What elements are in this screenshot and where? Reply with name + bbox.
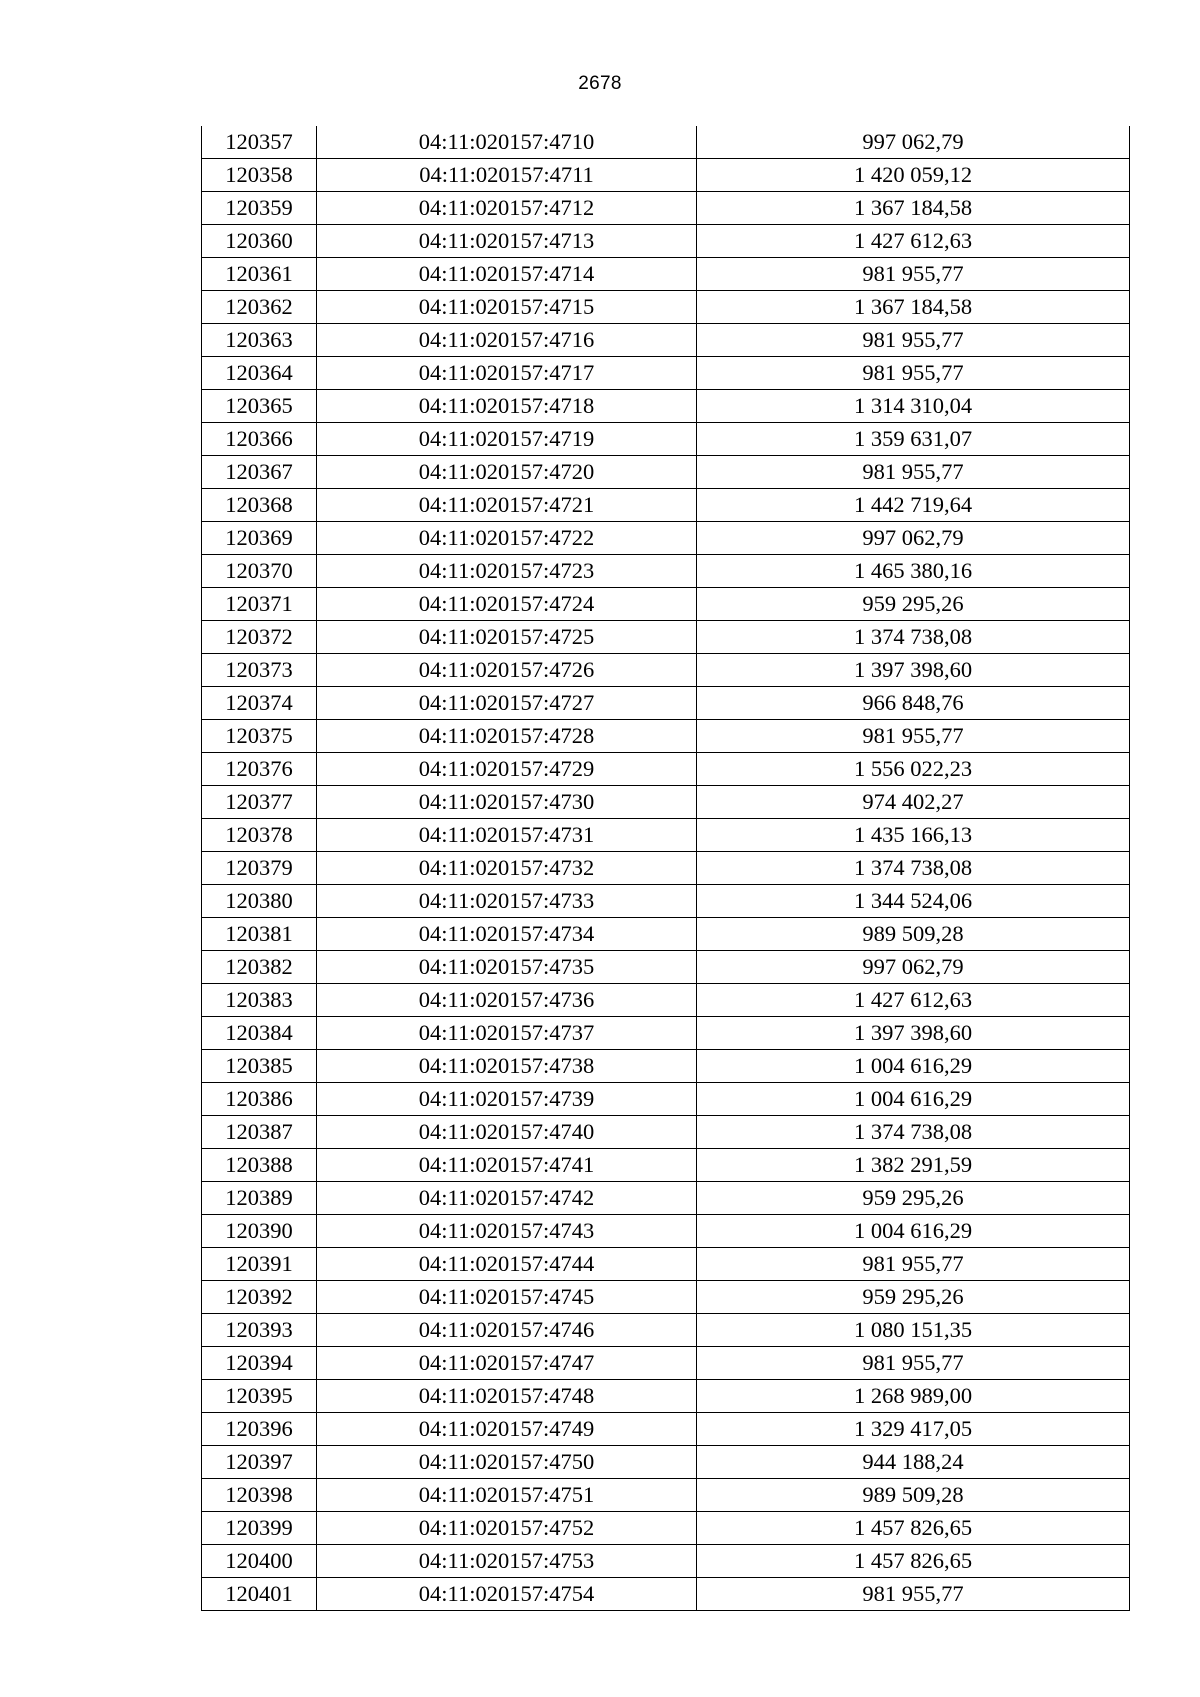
cadastral-number-cell: 04:11:020157:4754 xyxy=(317,1578,697,1611)
table-row xyxy=(202,852,1130,885)
row-number-cell: 120399 xyxy=(202,1512,317,1545)
cadastral-value-cell: 1 427 612,63 xyxy=(697,984,1130,1017)
cadastral-number-cell: 04:11:020157:4743 xyxy=(317,1215,697,1248)
cadastral-value-cell: 997 062,79 xyxy=(697,522,1130,555)
row-number-cell: 120362 xyxy=(202,291,317,324)
row-number-cell: 120397 xyxy=(202,1446,317,1479)
cadastral-number-cell: 04:11:020157:4741 xyxy=(317,1149,697,1182)
cadastral-number-cell: 04:11:020157:4750 xyxy=(317,1446,697,1479)
cadastral-number-cell: 04:11:020157:4739 xyxy=(317,1083,697,1116)
row-number-cell: 120382 xyxy=(202,951,317,984)
cadastral-number-cell: 04:11:020157:4712 xyxy=(317,192,697,225)
cadastral-value-cell: 1 080 151,35 xyxy=(697,1314,1130,1347)
cadastral-value-cell: 989 509,28 xyxy=(697,1479,1130,1512)
row-number-cell: 120394 xyxy=(202,1347,317,1380)
row-number-cell: 120400 xyxy=(202,1545,317,1578)
cadastral-value-cell: 1 457 826,65 xyxy=(697,1512,1130,1545)
cadastral-value-cell: 1 457 826,65 xyxy=(697,1545,1130,1578)
row-number-cell: 120391 xyxy=(202,1248,317,1281)
page-number: 2678 xyxy=(578,73,622,94)
table-row xyxy=(202,1017,1130,1050)
cadastral-value-cell: 1 004 616,29 xyxy=(697,1215,1130,1248)
table-row xyxy=(202,423,1130,456)
row-number-cell: 120401 xyxy=(202,1578,317,1611)
table-row xyxy=(202,357,1130,390)
cadastral-number-cell: 04:11:020157:4713 xyxy=(317,225,697,258)
row-number-cell: 120377 xyxy=(202,786,317,819)
row-number-cell: 120398 xyxy=(202,1479,317,1512)
cadastral-number-cell: 04:11:020157:4714 xyxy=(317,258,697,291)
row-number-cell: 120387 xyxy=(202,1116,317,1149)
cadastral-value-cell: 997 062,79 xyxy=(697,126,1130,159)
cadastral-value-cell: 966 848,76 xyxy=(697,687,1130,720)
row-number-cell: 120389 xyxy=(202,1182,317,1215)
table-row xyxy=(202,951,1130,984)
table-row xyxy=(202,1545,1130,1578)
table-row xyxy=(202,720,1130,753)
cadastral-number-cell: 04:11:020157:4719 xyxy=(317,423,697,456)
cadastral-value-cell: 1 268 989,00 xyxy=(697,1380,1130,1413)
table-row xyxy=(202,258,1130,291)
cadastral-number-cell: 04:11:020157:4735 xyxy=(317,951,697,984)
row-number-cell: 120376 xyxy=(202,753,317,786)
cadastral-value-cell: 1 367 184,58 xyxy=(697,192,1130,225)
cadastral-number-cell: 04:11:020157:4737 xyxy=(317,1017,697,1050)
cadastral-value-cell: 1 314 310,04 xyxy=(697,390,1130,423)
cadastral-number-cell: 04:11:020157:4746 xyxy=(317,1314,697,1347)
row-number-cell: 120379 xyxy=(202,852,317,885)
cadastral-number-cell: 04:11:020157:4733 xyxy=(317,885,697,918)
row-number-cell: 120363 xyxy=(202,324,317,357)
table-row xyxy=(202,456,1130,489)
cadastral-number-cell: 04:11:020157:4738 xyxy=(317,1050,697,1083)
row-number-cell: 120373 xyxy=(202,654,317,687)
table-row xyxy=(202,225,1130,258)
table-row xyxy=(202,522,1130,555)
table-row xyxy=(202,1281,1130,1314)
table-row xyxy=(202,489,1130,522)
table-row xyxy=(202,753,1130,786)
row-number-cell: 120365 xyxy=(202,390,317,423)
cadastral-number-cell: 04:11:020157:4716 xyxy=(317,324,697,357)
cadastral-number-cell: 04:11:020157:4727 xyxy=(317,687,697,720)
table-row xyxy=(202,1050,1130,1083)
cadastral-value-cell: 981 955,77 xyxy=(697,1347,1130,1380)
cadastral-number-cell: 04:11:020157:4723 xyxy=(317,555,697,588)
table-row xyxy=(202,819,1130,852)
cadastral-value-cell: 1 397 398,60 xyxy=(697,1017,1130,1050)
cadastral-number-cell: 04:11:020157:4715 xyxy=(317,291,697,324)
cadastral-value-cell: 981 955,77 xyxy=(697,1248,1130,1281)
row-number-cell: 120388 xyxy=(202,1149,317,1182)
table-row xyxy=(202,1116,1130,1149)
row-number-cell: 120380 xyxy=(202,885,317,918)
row-number-cell: 120364 xyxy=(202,357,317,390)
row-number-cell: 120374 xyxy=(202,687,317,720)
cadastral-number-cell: 04:11:020157:4730 xyxy=(317,786,697,819)
row-number-cell: 120383 xyxy=(202,984,317,1017)
cadastral-number-cell: 04:11:020157:4744 xyxy=(317,1248,697,1281)
table-row xyxy=(202,1578,1130,1611)
table-row xyxy=(202,1149,1130,1182)
row-number-cell: 120361 xyxy=(202,258,317,291)
cadastral-number-cell: 04:11:020157:4751 xyxy=(317,1479,697,1512)
table-row xyxy=(202,126,1130,159)
table-row xyxy=(202,390,1130,423)
row-number-cell: 120395 xyxy=(202,1380,317,1413)
row-number-cell: 120384 xyxy=(202,1017,317,1050)
row-number-cell: 120396 xyxy=(202,1413,317,1446)
row-number-cell: 120366 xyxy=(202,423,317,456)
row-number-cell: 120393 xyxy=(202,1314,317,1347)
cadastral-value-cell: 1 004 616,29 xyxy=(697,1083,1130,1116)
table-row xyxy=(202,1347,1130,1380)
cadastral-value-cell: 1 344 524,06 xyxy=(697,885,1130,918)
row-number-cell: 120390 xyxy=(202,1215,317,1248)
cadastral-number-cell: 04:11:020157:4722 xyxy=(317,522,697,555)
cadastral-value-cell: 959 295,26 xyxy=(697,1182,1130,1215)
cadastral-value-cell: 1 374 738,08 xyxy=(697,621,1130,654)
table-row xyxy=(202,1182,1130,1215)
cadastral-value-cell: 981 955,77 xyxy=(697,258,1130,291)
cadastral-number-cell: 04:11:020157:4747 xyxy=(317,1347,697,1380)
row-number-cell: 120392 xyxy=(202,1281,317,1314)
row-number-cell: 120378 xyxy=(202,819,317,852)
table-row xyxy=(202,687,1130,720)
row-number-cell: 120372 xyxy=(202,621,317,654)
table-row xyxy=(202,1446,1130,1479)
cadastral-value-cell: 981 955,77 xyxy=(697,456,1130,489)
table-row xyxy=(202,984,1130,1017)
cadastral-value-cell: 1 004 616,29 xyxy=(697,1050,1130,1083)
table-row xyxy=(202,1479,1130,1512)
table-row xyxy=(202,555,1130,588)
cadastral-number-cell: 04:11:020157:4717 xyxy=(317,357,697,390)
cadastral-value-cell: 989 509,28 xyxy=(697,918,1130,951)
table-row xyxy=(202,918,1130,951)
cadastral-number-cell: 04:11:020157:4725 xyxy=(317,621,697,654)
cadastral-number-cell: 04:11:020157:4729 xyxy=(317,753,697,786)
cadastral-value-cell: 997 062,79 xyxy=(697,951,1130,984)
cadastral-value-cell: 959 295,26 xyxy=(697,1281,1130,1314)
row-number-cell: 120368 xyxy=(202,489,317,522)
cadastral-value-cell: 1 435 166,13 xyxy=(697,819,1130,852)
table-row xyxy=(202,192,1130,225)
cadastral-value-cell: 981 955,77 xyxy=(697,357,1130,390)
cadastral-number-cell: 04:11:020157:4749 xyxy=(317,1413,697,1446)
cadastral-number-cell: 04:11:020157:4710 xyxy=(317,126,697,159)
row-number-cell: 120386 xyxy=(202,1083,317,1116)
cadastral-value-cell: 1 420 059,12 xyxy=(697,159,1130,192)
cadastral-number-cell: 04:11:020157:4728 xyxy=(317,720,697,753)
table-row xyxy=(202,1413,1130,1446)
table-row xyxy=(202,1314,1130,1347)
cadastral-value-cell: 1 442 719,64 xyxy=(697,489,1130,522)
table-row xyxy=(202,621,1130,654)
cadastral-value-cell: 1 367 184,58 xyxy=(697,291,1130,324)
row-number-cell: 120369 xyxy=(202,522,317,555)
table-row xyxy=(202,324,1130,357)
cadastral-number-cell: 04:11:020157:4720 xyxy=(317,456,697,489)
cadastral-number-cell: 04:11:020157:4745 xyxy=(317,1281,697,1314)
table-row xyxy=(202,1248,1130,1281)
table-row xyxy=(202,291,1130,324)
cadastral-number-cell: 04:11:020157:4748 xyxy=(317,1380,697,1413)
table-row xyxy=(202,1215,1130,1248)
row-number-cell: 120358 xyxy=(202,159,317,192)
table-row xyxy=(202,159,1130,192)
row-number-cell: 120370 xyxy=(202,555,317,588)
cadastral-number-cell: 04:11:020157:4734 xyxy=(317,918,697,951)
cadastral-value-table xyxy=(201,126,1130,1611)
cadastral-value-cell: 1 556 022,23 xyxy=(697,753,1130,786)
cadastral-value-cell: 1 382 291,59 xyxy=(697,1149,1130,1182)
row-number-cell: 120367 xyxy=(202,456,317,489)
cadastral-number-cell: 04:11:020157:4740 xyxy=(317,1116,697,1149)
cadastral-value-cell: 1 329 417,05 xyxy=(697,1413,1130,1446)
cadastral-number-cell: 04:11:020157:4753 xyxy=(317,1545,697,1578)
cadastral-value-cell: 1 465 380,16 xyxy=(697,555,1130,588)
cadastral-value-cell: 944 188,24 xyxy=(697,1446,1130,1479)
cadastral-number-cell: 04:11:020157:4752 xyxy=(317,1512,697,1545)
row-number-cell: 120381 xyxy=(202,918,317,951)
cadastral-number-cell: 04:11:020157:4731 xyxy=(317,819,697,852)
cadastral-value-cell: 1 397 398,60 xyxy=(697,654,1130,687)
cadastral-number-cell: 04:11:020157:4724 xyxy=(317,588,697,621)
cadastral-value-cell: 1 374 738,08 xyxy=(697,1116,1130,1149)
cadastral-number-cell: 04:11:020157:4726 xyxy=(317,654,697,687)
cadastral-number-cell: 04:11:020157:4718 xyxy=(317,390,697,423)
cadastral-number-cell: 04:11:020157:4736 xyxy=(317,984,697,1017)
cadastral-value-cell: 974 402,27 xyxy=(697,786,1130,819)
table-row xyxy=(202,786,1130,819)
cadastral-value-cell: 1 374 738,08 xyxy=(697,852,1130,885)
cadastral-number-cell: 04:11:020157:4721 xyxy=(317,489,697,522)
cadastral-value-cell: 1 427 612,63 xyxy=(697,225,1130,258)
cadastral-number-cell: 04:11:020157:4742 xyxy=(317,1182,697,1215)
table-row xyxy=(202,1512,1130,1545)
table-row xyxy=(202,588,1130,621)
cadastral-value-cell: 981 955,77 xyxy=(697,324,1130,357)
table-row xyxy=(202,1380,1130,1413)
row-number-cell: 120360 xyxy=(202,225,317,258)
cadastral-number-cell: 04:11:020157:4732 xyxy=(317,852,697,885)
table-body xyxy=(202,126,1130,1611)
row-number-cell: 120359 xyxy=(202,192,317,225)
cadastral-value-cell: 959 295,26 xyxy=(697,588,1130,621)
table-row xyxy=(202,885,1130,918)
cadastral-value-cell: 1 359 631,07 xyxy=(697,423,1130,456)
row-number-cell: 120375 xyxy=(202,720,317,753)
table-row xyxy=(202,654,1130,687)
table-row xyxy=(202,1083,1130,1116)
cadastral-number-cell: 04:11:020157:4711 xyxy=(317,159,697,192)
cadastral-value-cell: 981 955,77 xyxy=(697,720,1130,753)
row-number-cell: 120371 xyxy=(202,588,317,621)
row-number-cell: 120357 xyxy=(202,126,317,159)
cadastral-value-cell: 981 955,77 xyxy=(697,1578,1130,1611)
row-number-cell: 120385 xyxy=(202,1050,317,1083)
